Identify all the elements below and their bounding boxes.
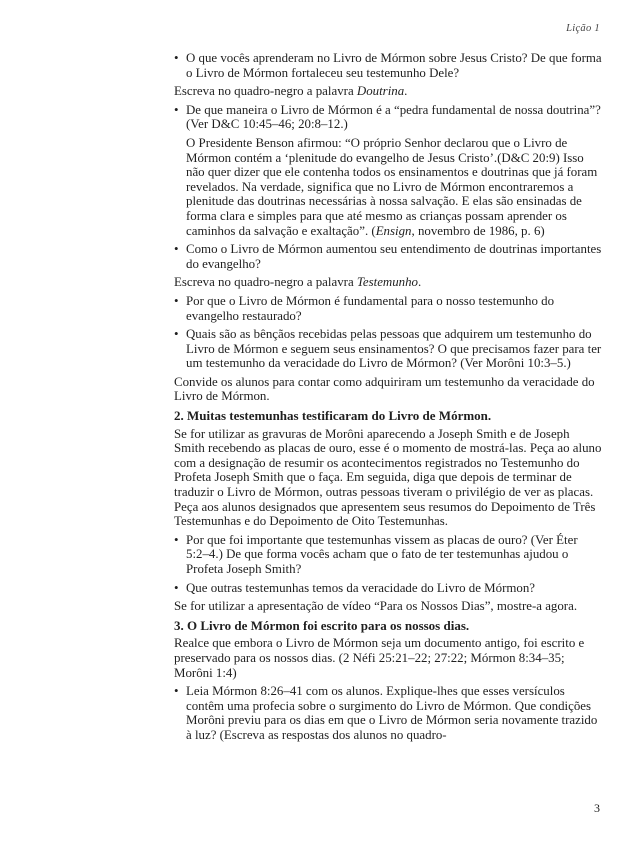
bullet-text: Por que o Livro de Mórmon é fundamental para o nosso testemunho do evangelho restaurado? bbox=[186, 293, 555, 323]
bullet-item bbox=[174, 294, 602, 323]
bullet-dot: • bbox=[174, 102, 179, 117]
bullet-text: O que vocês aprenderam no Livro de Mórmon sobre Jesus Cristo? De que forma o Livro de Mórmon fortaleceu seu testemunho Dele? bbox=[186, 51, 602, 80]
bullet-dot: • bbox=[174, 242, 179, 257]
section-heading: 2. Muitas testemunhas testificaram do Livro de Mórmon. bbox=[174, 408, 492, 424]
bullet-text: Leia Mórmon 8:26–41 com os alunos. Explique-lhes que esses versículos contêm uma profecia sobre o surgimento do Livro de Mórmon. Que condições Morôni previu para os dias em que o Livro de Mórmon seria novamente trazido à luz? (Escreva as respostas dos alunos no quadro- bbox=[186, 684, 598, 742]
italic-term: Testemunho bbox=[356, 275, 419, 290]
bullet-text: Como o Livro de Mórmon aumentou seu entendimento de doutrinas importantes do evangelho? bbox=[186, 242, 602, 271]
quote-paragraph bbox=[174, 136, 602, 238]
bullet-item bbox=[174, 51, 602, 80]
bullet-dot: • bbox=[174, 532, 179, 547]
italic-term: Ensign bbox=[375, 223, 412, 238]
section-heading: 3. O Livro de Mórmon foi escrito para os nossos dias. bbox=[174, 617, 470, 633]
bullet-dot: • bbox=[174, 51, 179, 65]
bullet-dot: • bbox=[174, 293, 179, 308]
paragraph-text: . bbox=[418, 275, 422, 290]
bullet-text: Quais são as bênçãos recebidas pelas pessoas que adquirem um testemunho do Livro de Mórmon e seguem seus ensinamentos? O que precisamos fazer para ter um testemunho da veracidade do Livro de Mórmon? (Ver Morôni 10:3–5.) bbox=[186, 327, 602, 371]
bullet-text: Que outras testemunhas temos da veracidade do Livro de Mórmon? bbox=[186, 580, 536, 595]
bullet-dot: • bbox=[174, 684, 179, 699]
bullet-item bbox=[174, 242, 602, 271]
paragraph-text: Escreva no quadro-negro a palavra bbox=[174, 84, 357, 99]
paragraph-text: , novembro de 1986, p. 6) bbox=[411, 223, 545, 238]
paragraph bbox=[174, 84, 602, 99]
bullet-item bbox=[174, 684, 602, 742]
paragraph: Se for utilizar as gravuras de Morôni aparecendo a Joseph Smith e de Joseph Smith recebendo as placas de ouro, esse é o momento de mostrá-las. Peça ao aluno com a designação de resumir os acontecimentos registrados no Testemunho do Profeta Joseph Smith que o faça. Em seguida, diga que depois de terminar de traduzir o Livro de Mórmon, outras pessoas tiveram o privilégio de ver as placas. Peça aos alunos designados que apresentem seus resumos do Depoimento de Três Testemunhas e do Depoimento de Oito Testemunhas. bbox=[174, 426, 602, 529]
paragraph: Convide os alunos para contar como adquiriram um testemunho da veracidade do Livro de Mórmon. bbox=[174, 374, 595, 404]
lesson-content bbox=[174, 51, 602, 747]
lesson-header: Lição 1 bbox=[566, 23, 600, 34]
bullet-item bbox=[174, 103, 602, 132]
page-number: 3 bbox=[594, 801, 600, 815]
bullet-dot: • bbox=[174, 327, 179, 342]
paragraph-text: O Presidente Benson afirmou: “O próprio Senhor declarou que o Livro de Mórmon contém a ‘plenitude do evangelho de Jesus Cristo’.(D&C 20:9) Isso não quer dizer que ele contenha todos os ensinamentos e doutrinas que já foram revelados. Na verdade, significa que no Livro de Mórmon encontraremos a plenitude das doutrinas necessárias à nossa salvação. E elas são ensinadas de forma clara e simples para que até mesmo as crianças possam aprender os caminhos da salvação e exaltação”. ( bbox=[186, 135, 598, 238]
bullet-text: De que maneira o Livro de Mórmon é a “pedra fundamental de nossa doutrina”? (Ver D&C 10:45–46; 20:8–12.) bbox=[186, 102, 601, 132]
paragraph-text: Escreva no quadro-negro a palavra bbox=[174, 275, 357, 290]
bullet-dot: • bbox=[174, 580, 179, 595]
paragraph: Se for utilizar a apresentação de vídeo “Para os Nossos Dias”, mostre-a agora. bbox=[174, 599, 578, 614]
paragraph: Realce que embora o Livro de Mórmon seja um documento antigo, foi escrito e preservado para os nossos dias. (2 Néfi 25:21–22; 27:22; Mórmon 8:34–35; Morôni 1:4) bbox=[174, 636, 585, 680]
italic-term: Doutrina bbox=[356, 84, 405, 99]
bullet-item bbox=[174, 327, 602, 371]
paragraph bbox=[174, 275, 602, 290]
paragraph-text: . bbox=[404, 84, 408, 99]
bullet-text: Por que foi importante que testemunhas vissem as placas de ouro? (Ver Éter 5:2–4.) De que forma vocês acham que o fato de ter testemunhas ajudou o Profeta Joseph Smith? bbox=[186, 532, 578, 576]
bullet-item bbox=[174, 533, 602, 577]
bullet-item bbox=[174, 581, 602, 596]
